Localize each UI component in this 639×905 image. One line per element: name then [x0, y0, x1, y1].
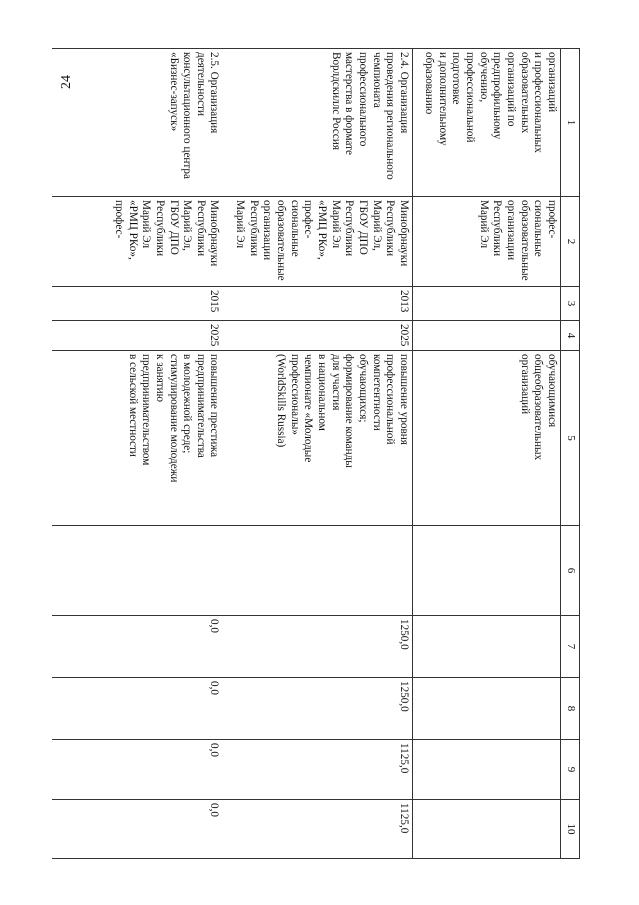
cell-line: Республики: [491, 200, 504, 257]
cell-col-8: [413, 678, 561, 740]
header-col-3: 3: [561, 287, 580, 321]
cell-col-3: 2013: [223, 287, 413, 321]
cell-col-2: [413, 197, 561, 287]
cell-line: проведения регионального: [384, 52, 397, 180]
header-row: [561, 49, 580, 859]
cell-line: повышение престижа: [208, 354, 221, 458]
table-container: [60, 48, 580, 858]
cell-col-9: 0,0: [53, 740, 223, 800]
cell-line: консультационного центра: [181, 52, 194, 179]
table-row: [223, 49, 413, 859]
cell-line: деятельности: [194, 52, 207, 117]
cell-line: Республики: [343, 200, 356, 257]
cell-line: профес-: [546, 200, 558, 239]
cell-col-6: [413, 526, 561, 616]
cell-line: общеобразовательных: [532, 354, 545, 461]
cell-col-4: 2025: [223, 321, 413, 351]
header-col-1: 1: [561, 49, 580, 197]
cell-line: ГБОУ ДПО: [357, 200, 370, 255]
cell-line: (WorldSkills Russia): [275, 354, 288, 448]
cell-line: образованию: [423, 52, 436, 115]
cell-line: профессионалы»: [288, 354, 301, 435]
cell-line: 2.5. Организация: [208, 52, 221, 134]
cell-line: мастерства в формате: [343, 52, 356, 156]
cell-col-2: [223, 197, 413, 287]
cell-line: в национальном: [316, 354, 329, 431]
cell-line: обучающихся;: [357, 354, 370, 423]
cell-line: стимулирование молодежи: [167, 354, 180, 483]
cell-line: чемпионате «Молодые: [302, 354, 315, 463]
cell-line: предпринимательства: [194, 354, 207, 458]
cell-line: профессионального: [357, 52, 370, 147]
header-col-6: 6: [561, 526, 580, 616]
cell-line: Республики: [384, 200, 397, 257]
cell-col-6: [53, 526, 223, 616]
cell-line: сиональные: [532, 200, 545, 257]
cell-line: Марий Эл,: [181, 200, 194, 251]
cell-line: организации: [261, 200, 274, 261]
cell-col-5: [53, 351, 223, 526]
cell-line: «Бизнес-запуск»: [167, 52, 180, 132]
cell-line: образовательные: [275, 200, 288, 281]
cell-line: организаций по: [505, 52, 518, 127]
cell-line: профессиональной: [464, 52, 477, 143]
cell-col-4: [413, 321, 561, 351]
header-col-7: 7: [561, 616, 580, 678]
cell-col-9: [413, 740, 561, 800]
cell-line: 2.4. Организация: [398, 52, 410, 134]
cell-line: предпрофильному: [491, 52, 504, 140]
cell-line: Марий Эл,: [370, 200, 383, 251]
cell-col-1: [223, 49, 413, 197]
cell-line: «РМЦ РКо»,: [126, 200, 139, 260]
cell-line: сиональные: [288, 200, 301, 257]
cell-line: чемпионата: [370, 52, 383, 108]
cell-line: Республики: [153, 200, 166, 257]
cell-line: Марий Эл: [477, 200, 490, 249]
cell-col-6: [223, 526, 413, 616]
header-col-2: 2: [561, 197, 580, 287]
cell-line: и профессиональных: [532, 52, 545, 153]
cell-line: Республики: [194, 200, 207, 257]
cell-col-9: 1125,0: [223, 740, 413, 800]
cell-line: в молодежной среде;: [181, 354, 194, 454]
cell-line: предпринимательством: [140, 354, 153, 466]
cell-line: организации: [505, 200, 518, 261]
cell-line: образовательные: [518, 200, 531, 281]
cell-line: Марий Эл: [329, 200, 342, 249]
cell-line: для участия: [329, 354, 342, 411]
cell-line: в сельской местности: [126, 354, 139, 457]
program-table: [53, 48, 581, 859]
cell-col-3: 2015: [53, 287, 223, 321]
cell-col-1: [53, 49, 223, 197]
cell-line: обучению,: [477, 52, 490, 103]
table-row: [53, 49, 223, 859]
cell-line: формирование команды: [343, 354, 356, 468]
cell-col-7: 1250,0: [223, 616, 413, 678]
cell-col-7: [413, 616, 561, 678]
table-row: [413, 49, 561, 859]
header-col-8: 8: [561, 678, 580, 740]
cell-line: повышение уровня: [398, 354, 410, 445]
cell-col-3: [413, 287, 561, 321]
cell-col-2: [53, 197, 223, 287]
header-col-4: 4: [561, 321, 580, 351]
cell-col-10: 0,0: [53, 800, 223, 859]
cell-line: Минобрнауки: [208, 200, 221, 267]
page-number: 24: [59, 75, 74, 89]
cell-line: Марий Эл: [234, 200, 247, 249]
header-col-10: 10: [561, 800, 580, 859]
cell-line: к занятию: [153, 354, 166, 402]
cell-line: «РМЦ РКо»,: [316, 200, 329, 260]
cell-line: профес-: [302, 200, 315, 239]
cell-col-4: 2025: [53, 321, 223, 351]
header-col-5: 5: [561, 351, 580, 526]
cell-line: подготовке: [450, 52, 463, 105]
cell-col-8: 1250,0: [223, 678, 413, 740]
cell-line: компетентности: [370, 354, 383, 431]
cell-line: профессиональной: [384, 354, 397, 445]
cell-col-5: [413, 351, 561, 526]
cell-line: организаций: [518, 354, 531, 415]
cell-line: Марий Эл: [140, 200, 153, 249]
cell-line: Ворлдскиллс Россия: [329, 52, 342, 150]
cell-line: обучающимися: [546, 354, 558, 428]
cell-line: ГБОУ ДПО: [167, 200, 180, 255]
cell-line: и дополнительному: [436, 52, 449, 146]
cell-line: организаций: [546, 52, 558, 113]
cell-line: Минобрнауки: [398, 200, 410, 267]
cell-col-5: [223, 351, 413, 526]
cell-col-10: 1125,0: [223, 800, 413, 859]
cell-col-1: [413, 49, 561, 197]
cell-col-10: [413, 800, 561, 859]
cell-col-8: 0,0: [53, 678, 223, 740]
cell-line: профес-: [112, 200, 125, 239]
cell-line: образовательных: [518, 52, 531, 134]
header-col-9: 9: [561, 740, 580, 800]
cell-line: Республики: [247, 200, 260, 257]
cell-col-7: 0,0: [53, 616, 223, 678]
